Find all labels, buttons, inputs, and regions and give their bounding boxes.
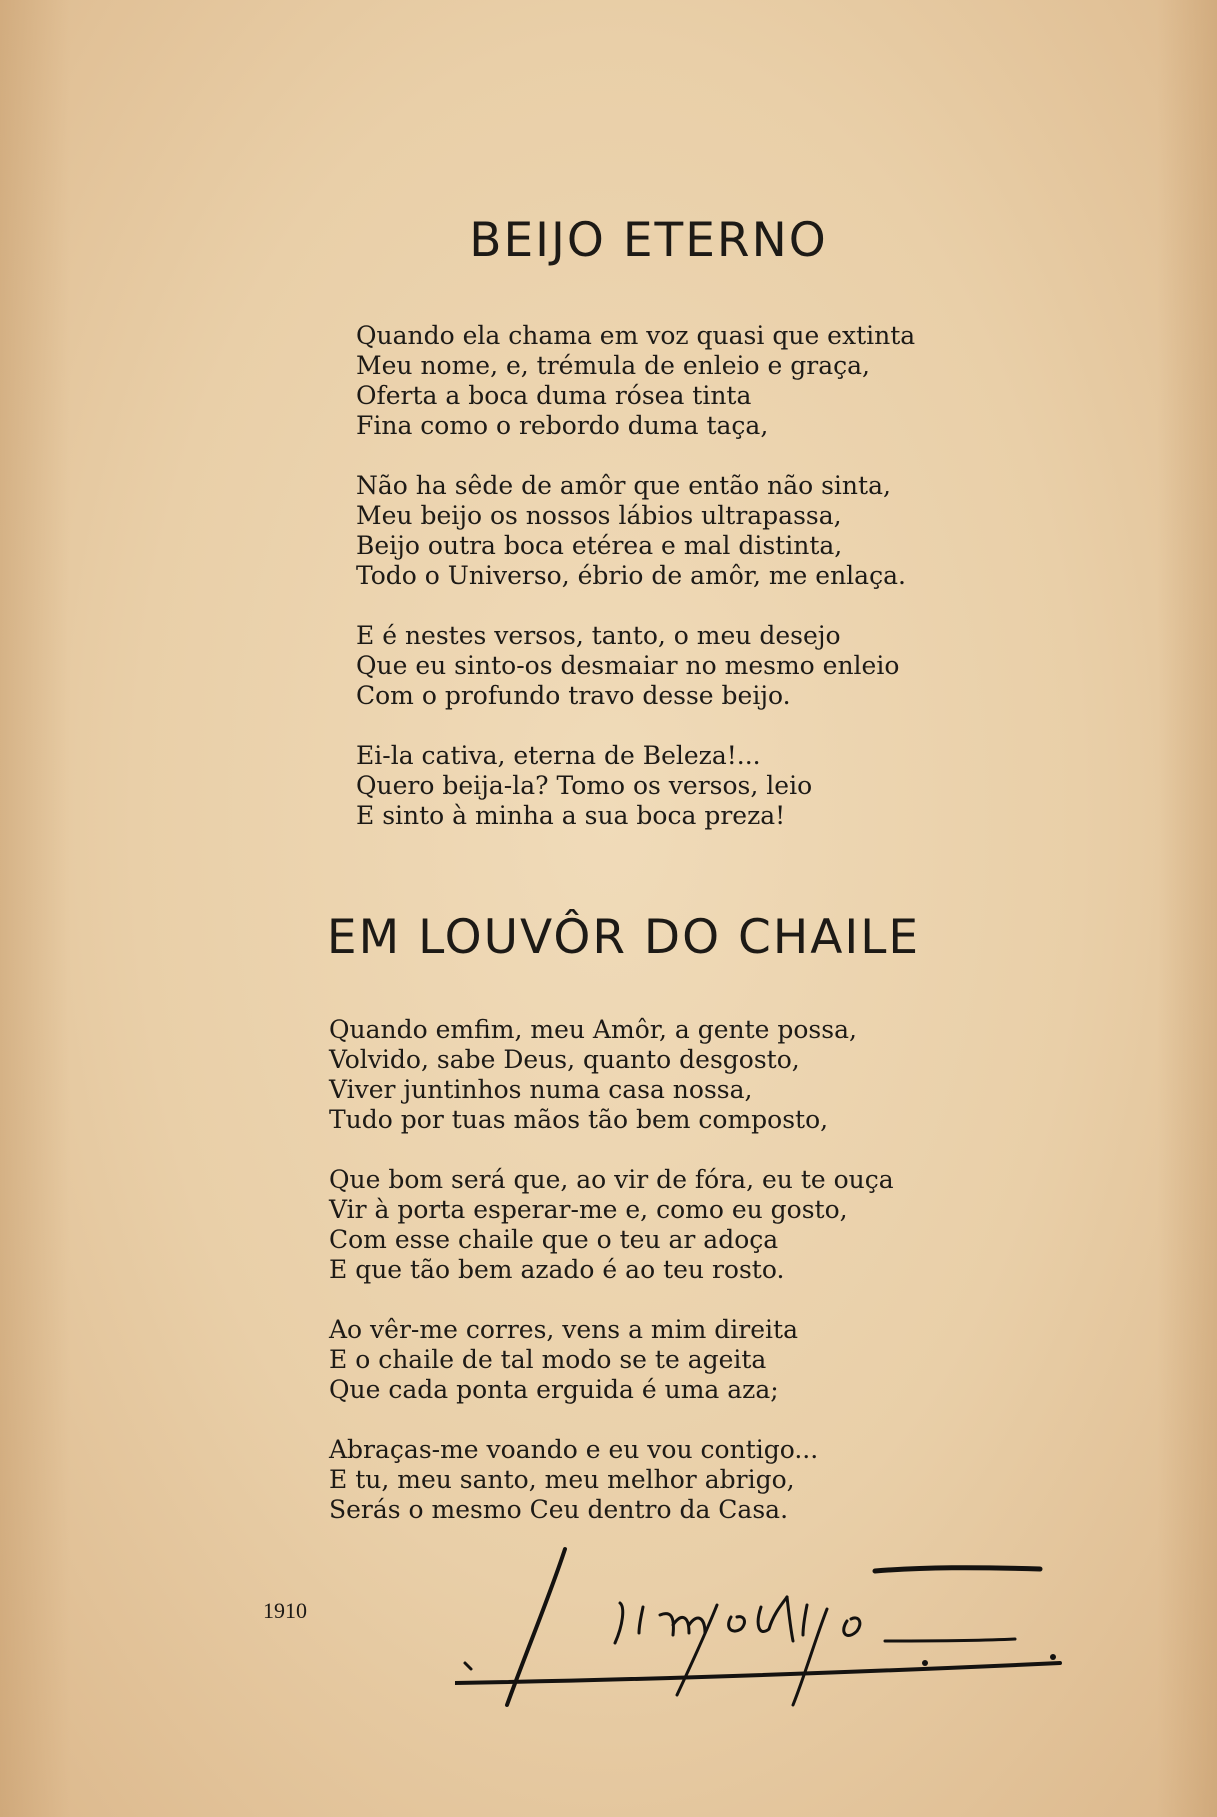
handwritten-signature — [455, 1545, 1075, 1725]
poem-line: Abraças-me voando e eu vou contigo... — [329, 1435, 819, 1464]
poem-line: Oferta a boca duma rósea tinta — [356, 381, 752, 410]
year-note: 1910 — [263, 1598, 307, 1623]
poem-line: Ao vêr-me corres, vens a mim direita — [329, 1315, 798, 1344]
poem-line: E o chaile de tal modo se te ageita — [329, 1345, 767, 1374]
poem-title-1: BEIJO ETERNO — [469, 213, 828, 268]
page-edge-shadow — [1157, 0, 1217, 1817]
stanza — [329, 1435, 894, 1525]
poem-line: E tu, meu santo, meu melhor abrigo, — [329, 1465, 795, 1494]
stanza — [356, 621, 915, 711]
poem-line: Todo o Universo, ébrio de amôr, me enlaça. — [356, 561, 906, 590]
poem-body-2 — [329, 1015, 894, 1525]
poem-line: Tudo por tuas mãos tão bem composto, — [329, 1105, 829, 1134]
poem-line: Viver juntinhos numa casa nossa, — [329, 1075, 753, 1104]
poem-line: Que cada ponta erguida é uma aza; — [329, 1375, 779, 1404]
poem-line: Quando emfim, meu Amôr, a gente possa, — [329, 1015, 857, 1044]
poem-line: Meu beijo os nossos lábios ultrapassa, — [356, 501, 842, 530]
stanza — [329, 1165, 894, 1285]
poem-line: Beijo outra boca etérea e mal distinta, — [356, 531, 843, 560]
poem-body-1 — [356, 321, 915, 831]
stanza — [329, 1015, 894, 1135]
poem-line: Quando ela chama em voz quasi que extinta — [356, 321, 916, 350]
page-edge-shadow — [0, 0, 70, 1817]
stanza — [356, 321, 915, 441]
stanza — [329, 1315, 894, 1405]
poem-line: Quero beija-la? Tomo os versos, leio — [356, 771, 813, 800]
poem-line: Ei-la cativa, eterna de Beleza!... — [356, 741, 761, 770]
poem-line: Com esse chaile que o teu ar adoça — [329, 1225, 779, 1254]
poem-line: Vir à porta esperar-me e, como eu gosto, — [329, 1195, 848, 1224]
poem-line: Volvido, sabe Deus, quanto desgosto, — [329, 1045, 800, 1074]
stanza — [356, 471, 915, 591]
poem-line: E que tão bem azado é ao teu rosto. — [329, 1255, 785, 1284]
poem-line: Não ha sêde de amôr que então não sinta, — [356, 471, 891, 500]
poem-line: Que bom será que, ao vir de fóra, eu te ouça — [329, 1165, 894, 1194]
poem-line: E sinto à minha a sua boca preza! — [356, 801, 786, 830]
poem-line: Serás o mesmo Ceu dentro da Casa. — [329, 1495, 789, 1524]
poem-line: E é nestes versos, tanto, o meu desejo — [356, 621, 841, 650]
poem-line: Fina como o rebordo duma taça, — [356, 411, 769, 440]
stanza — [356, 741, 915, 831]
poem-line: Que eu sinto-os desmaiar no mesmo enleio — [356, 651, 900, 680]
poem-title-2: EM LOUVÔR DO CHAILE — [326, 910, 921, 965]
poem-line: Meu nome, e, trémula de enleio e graça, — [356, 351, 871, 380]
poem-line: Com o profundo travo desse beijo. — [356, 681, 791, 710]
